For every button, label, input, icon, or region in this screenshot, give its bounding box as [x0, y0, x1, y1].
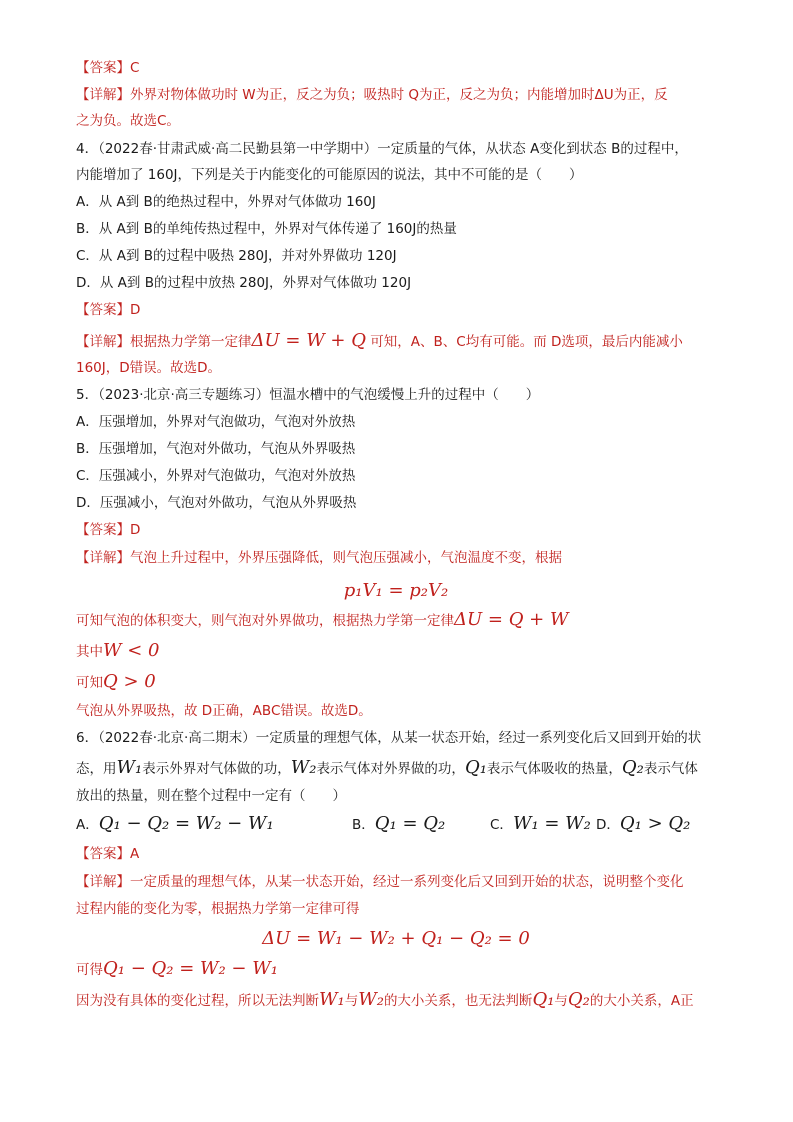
q6-option-c-label: C．: [490, 817, 513, 833]
q6-detail-formula: Q₁ − Q₂ = W₂ − W₁: [103, 958, 278, 979]
q5-detail-text-4: 可知: [76, 675, 103, 691]
detail-tag: 【详解】: [76, 874, 130, 890]
q6-detail-q2: Q₂: [567, 989, 590, 1010]
q4-detail-post: 可知，A、B、C均有可能。而 D选项，最后内能减小: [365, 334, 683, 350]
q4-stem-line-1: 4．（2022春·甘肃武威·高二民勤县第一中学期中）一定质量的气体，从状态 A变化到状态 B的过程中，: [76, 141, 688, 157]
q5-option-b: B．压强增加，气泡对外做功，气泡从外界吸热: [76, 441, 356, 457]
q6-w2-symbol: W₂: [290, 757, 317, 778]
q3-detail-line-1: [76, 85, 716, 105]
q6-detail-text-4e: 的大小关系，A正: [589, 993, 694, 1009]
detail-tag: 【详解】: [76, 550, 130, 566]
q6-answer: A: [130, 846, 140, 862]
q6-option-d: [596, 813, 690, 836]
q6-detail-line-2: [76, 899, 716, 919]
q6-q1-symbol: Q₁: [464, 757, 487, 778]
q6-detail-line-3: [76, 957, 716, 982]
q6-q2-symbol: Q₂: [621, 757, 644, 778]
q5-detail-text-2: 可知气泡的体积变大，则气泡对外界做功，根据热力学第一定律: [76, 613, 454, 629]
q5-first-law-formula: ΔU = Q + W: [454, 609, 569, 630]
q5-detail-line-5: [76, 701, 716, 721]
q5-answer-line: [76, 520, 716, 540]
q6-detail-text-4c: 的大小关系，也无法判断: [383, 993, 533, 1009]
q5-option-c: C．压强减小，外界对气泡做功，气泡对外放热: [76, 468, 356, 484]
q6-stem-text-e: 表示气体: [643, 761, 698, 777]
q5-stem: 5．（2023·北京·高三专题练习）恒温水槽中的气泡缓慢上升的过程中（ ）: [76, 387, 540, 403]
q6-detail-text-2: 过程内能的变化为零，根据热力学第一定律可得: [76, 901, 360, 917]
q5-heat-formula: Q > 0: [103, 671, 156, 692]
answer-tag: 【答案】: [76, 302, 130, 318]
detail-tag: 【详解】: [76, 87, 130, 103]
q5-detail-line-2: [76, 608, 716, 633]
q6-option-a-formula: Q₁ − Q₂ = W₂ − W₁: [98, 813, 274, 834]
q6-detail-text-4d: 与: [554, 993, 568, 1009]
answer-tag: 【答案】: [76, 60, 130, 76]
q3-detail-text-1: 外界对物体做功时 W为正，反之为负；吸热时 Q为正，反之为负；内能增加时ΔU为正，反: [130, 87, 668, 103]
q6-option-b: [352, 813, 445, 836]
q6-stem-text-b: 表示外界对气体做的功，: [142, 761, 291, 777]
q4-detail-line-2: [76, 358, 716, 378]
q5-formula-boyle: p₁V₁ = p₂V₂: [343, 580, 449, 601]
q6-detail-w1: W₁: [319, 989, 345, 1010]
q6-detail-text-4a: 因为没有具体的变化过程，所以无法判断: [76, 993, 319, 1009]
q5-detail-text-5: 气泡从外界吸热，故 D正确，ABC错误。故选D。: [76, 703, 372, 719]
q5-detail-text-3: 其中: [76, 644, 103, 660]
q6-option-b-label: B．: [352, 817, 375, 833]
q5-detail-text-1: 气泡上升过程中，外界压强降低，则气泡压强减小，气泡温度不变，根据: [130, 550, 562, 566]
q4-option-b: B．从 A到 B的单纯传热过程中，外界对气体传递了 160J的热量: [76, 221, 457, 237]
q6-stem-text-d: 表示气体吸收的热量，: [486, 761, 622, 777]
q3-answer: C: [130, 60, 140, 76]
q5-option-a: A．压强增加，外界对气泡做功，气泡对外放热: [76, 414, 356, 430]
q6-option-b-formula: Q₁ = Q₂: [374, 813, 446, 834]
q4-detail-text-2: 160J，D错误。故选D。: [76, 360, 222, 376]
q3-detail-text-2: 之为负。故选C。: [76, 113, 180, 129]
q5-work-formula: W < 0: [103, 640, 160, 661]
answer-tag: 【答案】: [76, 846, 130, 862]
q6-detail-line-4: [76, 988, 716, 1013]
q6-detail-w2: W₂: [358, 989, 384, 1010]
q6-stem-text-c: 表示气体对外界做的功，: [316, 761, 465, 777]
q6-stem-line-3: 放出的热量，则在整个过程中一定有（ ）: [76, 788, 346, 804]
q6-detail-text-4b: 与: [344, 993, 359, 1009]
q6-option-d-formula: Q₁ > Q₂: [619, 813, 691, 834]
q4-detail-pre: 根据热力学第一定律: [130, 334, 252, 350]
q6-answer-line: [76, 844, 716, 864]
q6-detail-line-1: [76, 872, 716, 892]
q6-option-c-formula: W₁ = W₂: [512, 813, 591, 834]
q4-answer-line: [76, 300, 716, 320]
q5-detail-line-3: [76, 639, 716, 664]
q6-stem-line-1: 6．（2022春·北京·高二期末）一定质量的理想气体，从某一状态开始，经过一系列变化后又回到开始的状: [76, 730, 702, 746]
q4-option-a: A．从 A到 B的绝热过程中，外界对气体做功 160J: [76, 194, 376, 210]
q6-option-a: [76, 813, 274, 836]
q6-w1-symbol: W₁: [116, 757, 143, 778]
q6-detail-text-3: 可得: [76, 962, 103, 978]
q5-detail-line-4: [76, 670, 716, 695]
q4-option-c: C．从 A到 B的过程中吸热 280J，并对外界做功 120J: [76, 248, 397, 264]
q3-detail-line-2: [76, 111, 716, 131]
q5-detail-line-1: [76, 548, 716, 568]
q6-stem-text-a: 态，用: [76, 761, 117, 777]
q6-option-a-label: A．: [76, 817, 99, 833]
q5-answer: D: [130, 522, 141, 538]
answer-tag: 【答案】: [76, 522, 130, 538]
detail-tag: 【详解】: [76, 334, 130, 350]
q4-detail-formula: ΔU = W + Q: [251, 330, 366, 351]
q4-stem-line-2: 内能增加了 160J，下列是关于内能变化的可能原因的说法，其中不可能的是（ ）: [76, 167, 583, 183]
q4-option-d: D．从 A到 B的过程中放热 280J，外界对气体做功 120J: [76, 275, 412, 291]
q6-option-c: [490, 813, 591, 836]
q6-option-d-label: D．: [596, 817, 620, 833]
q4-detail-line-1: [76, 331, 716, 352]
q6-detail-text-1: 一定质量的理想气体，从某一状态开始，经过一系列变化后又回到开始的状态，说明整个变化: [130, 874, 684, 890]
q6-stem-line-2: [76, 756, 716, 781]
q6-formula-first-law: ΔU = W₁ − W₂ + Q₁ − Q₂ = 0: [262, 928, 530, 949]
q4-answer: D: [130, 302, 141, 318]
q3-answer-line: [76, 58, 716, 78]
q5-option-d: D．压强减小，气泡对外做功，气泡从外界吸热: [76, 495, 357, 511]
q6-detail-q1: Q₁: [532, 989, 555, 1010]
